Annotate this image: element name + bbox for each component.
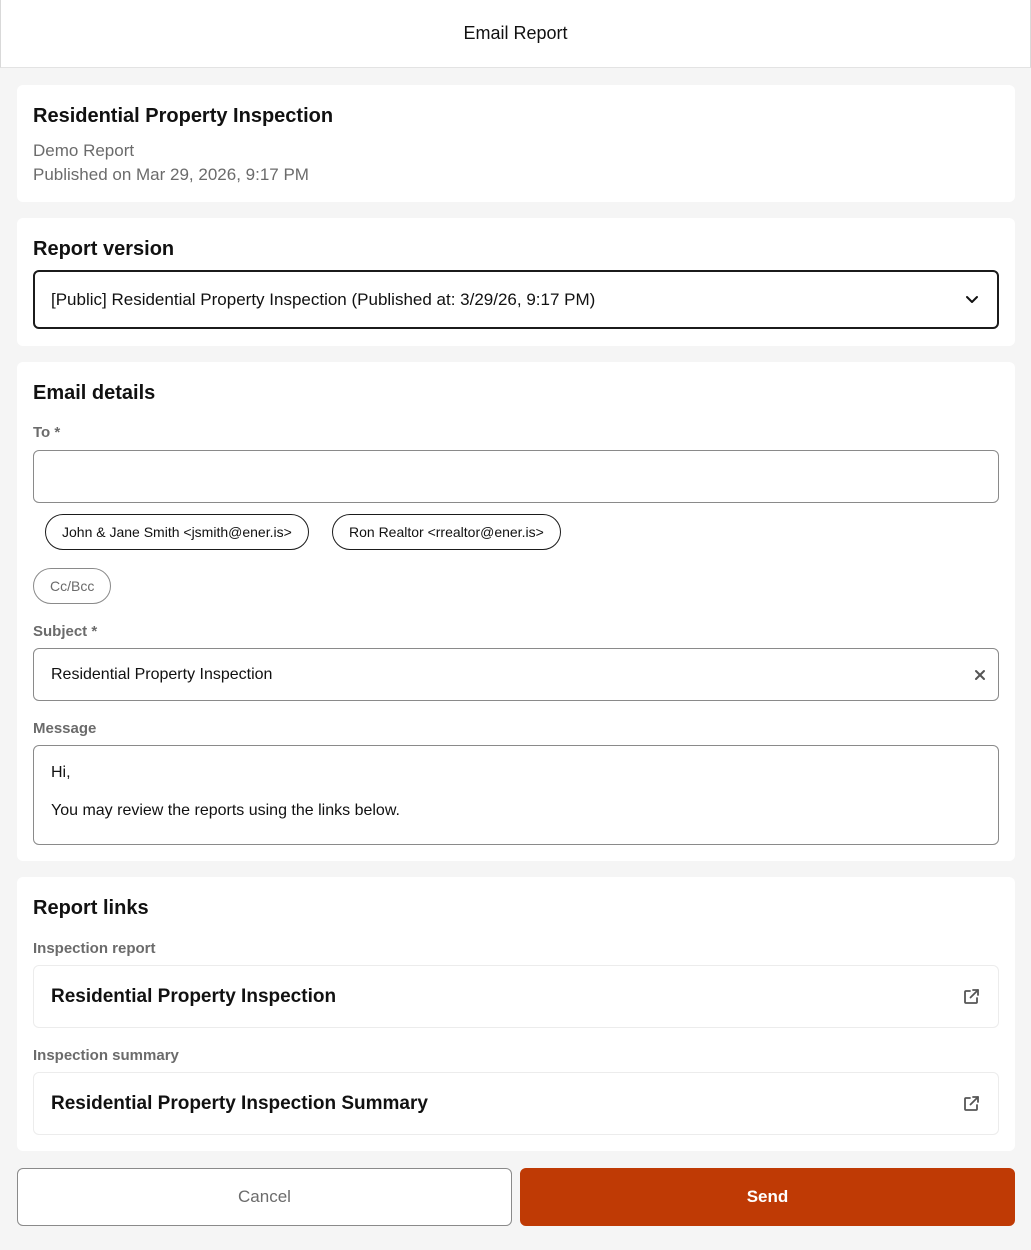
recipient-chip-label: John & Jane Smith <jsmith@ener.is> xyxy=(62,524,292,540)
report-published-date: Published on Mar 29, 2026, 9:17 PM xyxy=(33,165,309,184)
inspection-summary-title: Residential Property Inspection Summary xyxy=(51,1092,428,1114)
report-version-select[interactable] xyxy=(33,270,999,329)
inspection-summary-link[interactable] xyxy=(33,1072,999,1135)
report-version-selected: [Public] Residential Property Inspection (Published at: 3/29/26, 9:17 PM) xyxy=(51,289,596,309)
external-link-icon xyxy=(962,1095,980,1113)
recipient-chip-smith[interactable] xyxy=(45,514,309,550)
send-button[interactable]: Send xyxy=(520,1168,1015,1226)
email-details-heading: Email details xyxy=(33,382,156,404)
inspection-report-title: Residential Property Inspection xyxy=(51,985,337,1007)
subject-label: Subject * xyxy=(33,623,98,640)
report-links-card xyxy=(17,877,1015,1151)
subject-input-value: Residential Property Inspection xyxy=(51,665,273,683)
modal-header xyxy=(0,0,1031,68)
to-input[interactable] xyxy=(33,450,999,503)
message-line: Hi, xyxy=(51,764,71,781)
inspection-summary-label: Inspection summary xyxy=(33,1047,179,1064)
recipient-chip-realtor[interactable] xyxy=(332,514,561,550)
clear-icon[interactable] xyxy=(972,667,988,683)
chevron-down-icon xyxy=(965,294,979,306)
report-version-card xyxy=(17,218,1015,346)
subject-input[interactable] xyxy=(33,648,999,701)
inspection-report-label: Inspection report xyxy=(33,940,156,957)
page-title: Email Report xyxy=(463,23,568,43)
message-label: Message xyxy=(33,720,97,737)
to-label: To * xyxy=(33,424,61,441)
email-details-card xyxy=(17,362,1015,861)
external-link-icon xyxy=(962,988,980,1006)
recipient-chip-label: Ron Realtor <rrealtor@ener.is> xyxy=(349,524,544,540)
report-title: Residential Property Inspection xyxy=(33,105,334,127)
report-links-heading: Report links xyxy=(33,897,149,919)
cancel-button[interactable]: Cancel xyxy=(17,1168,512,1226)
cc-bcc-label: Cc/Bcc xyxy=(50,578,95,594)
report-version-heading: Report version xyxy=(33,238,175,260)
report-subtitle: Demo Report xyxy=(33,141,135,160)
report-info-card xyxy=(17,85,1015,202)
message-textarea[interactable] xyxy=(33,745,999,845)
inspection-report-link[interactable] xyxy=(33,965,999,1028)
cc-bcc-button[interactable] xyxy=(33,568,111,604)
message-line: You may review the reports using the links below. xyxy=(51,802,400,819)
